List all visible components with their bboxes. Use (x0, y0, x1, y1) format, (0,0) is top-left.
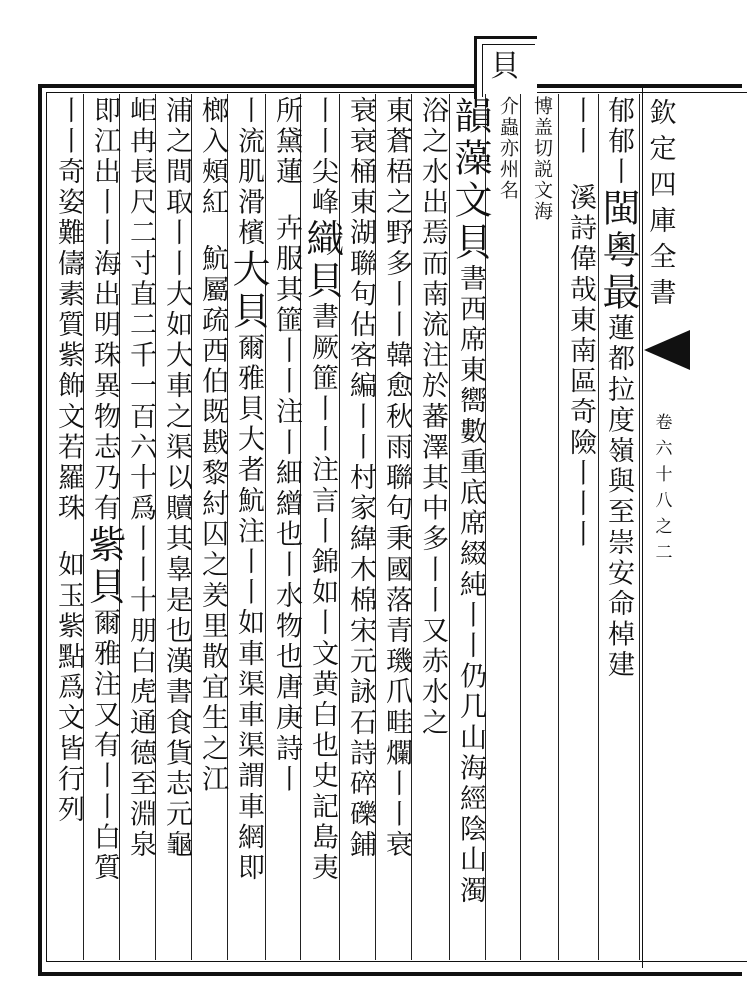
column-text: 爾雅注又有丨丨白質 (89, 608, 120, 884)
column-text: 郁郁丨 (603, 96, 634, 188)
text-column (194, 96, 230, 960)
column-gap (580, 157, 581, 183)
column-gap (212, 218, 213, 244)
text-column (268, 96, 304, 960)
volume-label: 卷六十八之二 (655, 413, 673, 563)
column-text: 丨流肌滑檳 (233, 96, 264, 249)
text-column (300, 96, 344, 960)
fold-marker-icon (644, 330, 690, 370)
column-gap (68, 524, 69, 550)
text-column (158, 96, 194, 960)
column-text: 書厥篚丨丨注言丨錦如丨文黄白也史記島夷 (307, 302, 338, 884)
column-text: 書西席東嚮數重底席綴純丨丨仍几山海經陰山濁 (455, 264, 486, 907)
text-column (414, 96, 450, 960)
column-text: 榔入頰紅 (197, 96, 228, 219)
column-text: 如玉紫點爲文皆行列 (53, 550, 84, 826)
text-column (490, 96, 526, 960)
entry-heading: 織貝 (300, 218, 344, 303)
entry-heading: 韻藻文貝 (448, 96, 492, 264)
column-text: 蓮都拉度嶺與至崇安命棹建 (603, 313, 634, 682)
entry-heading: 紫貝 (82, 524, 126, 609)
column-text: 岠冉長尺二寸直二千一百六十爲丨丨十朋白虎通德至淵泉 (125, 96, 156, 861)
text-column (226, 96, 270, 960)
column-text: 浴之水出焉而南流注於蕃澤其中多丨丨又赤水之 (417, 96, 448, 739)
entry-heading: 大貝 (226, 249, 270, 333)
section-radical: 貝 (490, 49, 520, 84)
column-text: 即江出丨丨海出明珠異物志乃有 (89, 96, 120, 525)
column-text: 衰衰桶東湖聯句估客編丨丨村家緯木棉宋元詠石詩碎礫鋪 (345, 96, 376, 861)
edition-title: 欽定四庫全書 (649, 98, 677, 309)
text-column (82, 96, 126, 960)
text-column (448, 96, 492, 960)
entry-heading: 閩粵最 (596, 187, 640, 314)
column-text: 魧屬疏西伯既戡黎紂囚之羑里散宜生之江 (197, 244, 228, 796)
column-text: 東蒼梧之野多丨丨韓愈秋雨聯句秉國落青璣爪畦爛丨丨衰 (381, 96, 412, 861)
text-column (562, 96, 598, 960)
column-text: 丨丨奇姿難儔素質紫飾文若羅珠 (53, 96, 84, 525)
column-text: 浦之間取丨丨大如大車之渠以贖其辠是也漢書食貨志元龜 (161, 96, 192, 861)
column-text: 介蟲亦州名 (497, 96, 519, 201)
column-text: 卉服其篚丨丨注丨細繒也丨水物也唐庚詩丨 (271, 213, 302, 796)
text-column (378, 96, 414, 960)
text-column (596, 96, 640, 960)
text-column (50, 96, 86, 960)
text-column (122, 96, 158, 960)
column-text: 所黛蓮 (271, 96, 302, 188)
column-gap (286, 188, 287, 214)
text-column (342, 96, 378, 960)
column-text: 丨丨 (565, 96, 596, 158)
column-text: 溪詩偉哉東南區奇險丨丨丨 (565, 183, 596, 551)
column-text: 爾雅貝大者魧注丨丨如車渠車渠謂車網即 (233, 333, 264, 884)
column-text: 博盖切説文海 (531, 96, 553, 222)
column-text: 丨丨尖峰 (307, 96, 338, 219)
text-column (524, 96, 560, 960)
